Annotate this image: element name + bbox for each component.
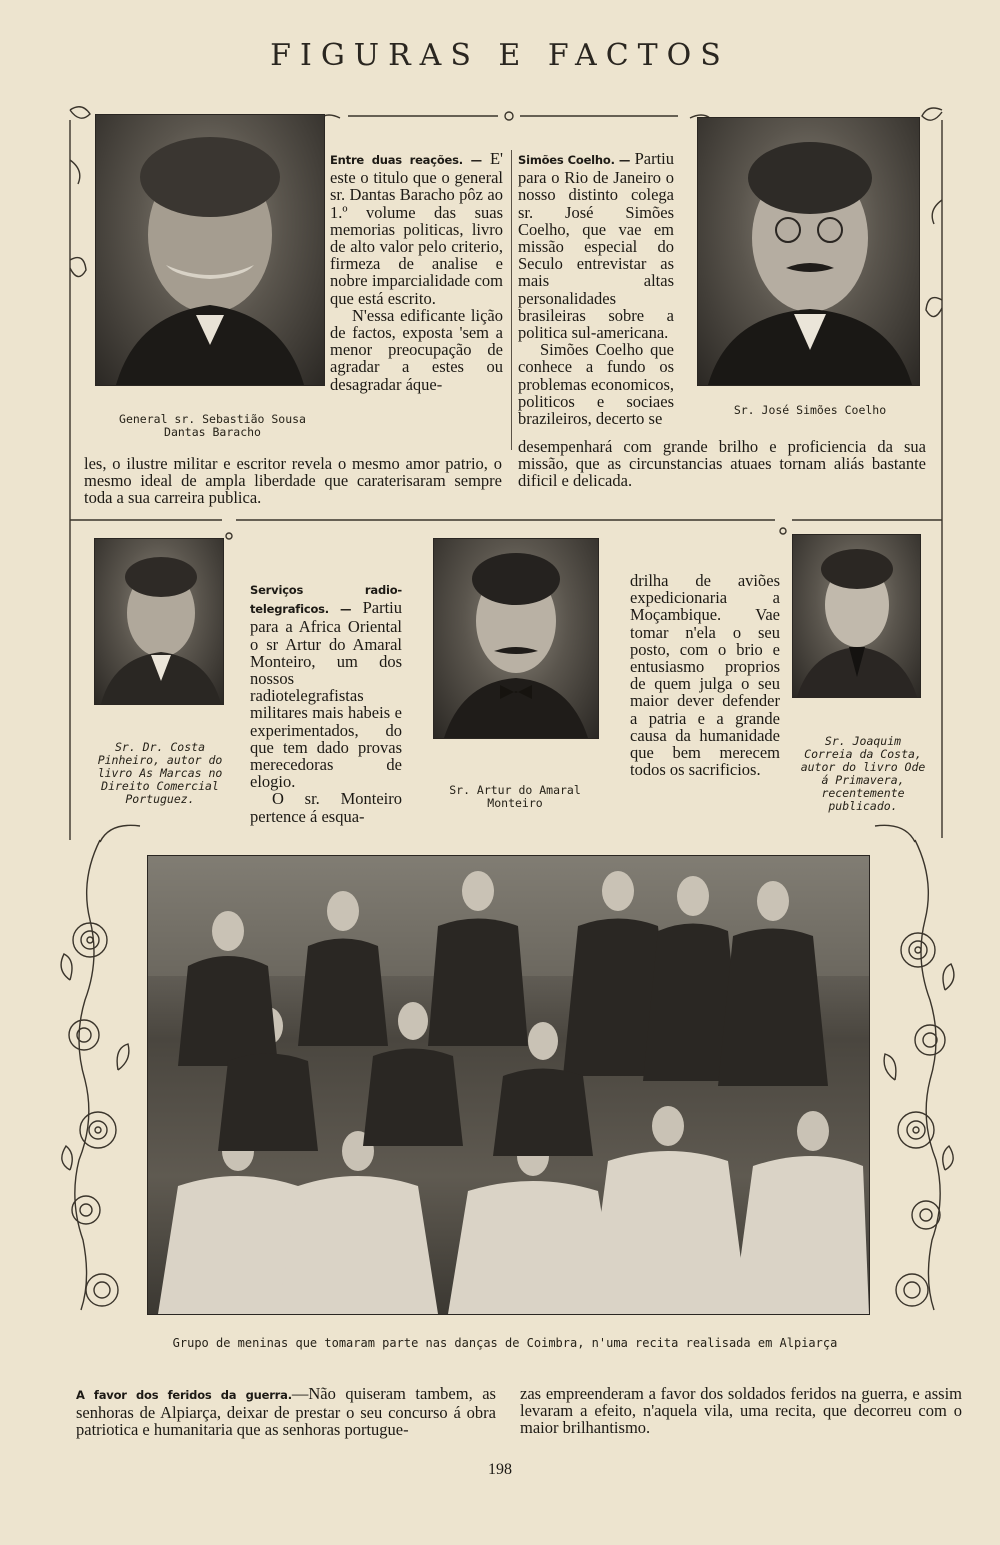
article-text: Partiu para o Rio de Janeiro o nosso distinto colega sr. José Simões Coelho, que vae em missão especial do Seculo entrevistar as mais altas personalidades brasileiras sobre a politica sul-americana. bbox=[518, 149, 674, 343]
article-continuation-left: les, o ilustre militar e escritor revela o mesmo amor patrio, o mesmo ideal de ampla liberdade que caraterisaram sempre toda a sua carreira publica. bbox=[84, 454, 502, 508]
headline-servicos-radio: Serviços radio-telegraficos. — bbox=[250, 583, 402, 617]
portrait-photo-costa-pinheiro bbox=[94, 538, 224, 705]
caption-correia-da-costa: Sr. Joaquim Correia da Costa, autor do livro Ode á Primavera, recentemente publicado. bbox=[800, 734, 926, 813]
caption-simoes-coelho: Sr. José Simões Coelho bbox=[733, 403, 887, 417]
article-column-entre-duas-reacoes bbox=[330, 150, 503, 393]
headline-simoes-coelho: Simões Coelho. — bbox=[518, 153, 631, 167]
portrait-photo-amaral-monteiro bbox=[433, 538, 599, 739]
portrait-photo-baracho bbox=[95, 114, 325, 386]
headline-a-favor-dos-feridos: A favor dos feridos da guerra. bbox=[76, 1388, 292, 1402]
page-number: 198 bbox=[488, 1461, 512, 1478]
caption-baracho: General sr. Sebastião Sousa Dantas Baracho bbox=[119, 412, 306, 439]
article-column-monteiro-continuation: drilha de aviões expedicionaria a Moçambique. Vae tomar n'ela o seu posto, com o brio e entusiasmo proprios de quem julga o seu maior dever defender a patria e a grande causa da humanidade que bem merecem todos os sacrificios. bbox=[630, 571, 780, 780]
article-footer-left bbox=[76, 1385, 496, 1439]
article-text: Partiu para a Africa Oriental o sr Artur do Amaral Monteiro, um dos nossos radiotelegrafistas militares mais habeis e experimentados, do que tem dado provas merecedoras de elogio. bbox=[250, 598, 402, 792]
caption-costa-pinheiro: Sr. Dr. Costa Pinheiro, autor do livro As Marcas no Direito Comercial Portuguez. bbox=[97, 740, 223, 806]
article-text: E' este o titulo que o general sr. Dantas Baracho pôz ao 1.º volume das suas memorias politicas, livro de alto valor pelo criterio, firmeza de analise e nobre imparcialidade com que está escrito. bbox=[330, 149, 503, 308]
article-footer-right: zas empreenderam a favor dos soldados feridos na guerra, e assim levaram a efeito, n'aquela vila, uma recita, que decorreu com o maior brilhantismo. bbox=[520, 1384, 962, 1438]
article-text: —Não quiseram tambem, as senhoras de Alpiarça, deixar de prestar o seu concurso á obra patriotica e humanitaria que as senhoras portugue- bbox=[76, 1384, 496, 1440]
article-text: O sr. Monteiro pertence á esqua- bbox=[250, 789, 402, 826]
caption-group-photo: Grupo de meninas que tomaram parte nas danças de Coimbra, n'uma recita realisada em Alpiarça bbox=[172, 1336, 838, 1350]
caption-amaral-monteiro: Sr. Artur do Amaral Monteiro bbox=[449, 783, 581, 810]
portrait-photo-simoes-coelho bbox=[697, 117, 920, 386]
article-column-simoes-coelho bbox=[518, 150, 674, 427]
article-column-servicos-radio bbox=[250, 580, 402, 825]
portrait-photo-correia-da-costa bbox=[792, 534, 921, 698]
article-continuation-right: desempenhará com grande brilho e proficiencia da sua missão, que as circunstancias atuaes tornam aliás bastante dificil e delicada. bbox=[518, 437, 926, 491]
group-photo-dancers bbox=[147, 855, 870, 1315]
column-divider bbox=[511, 150, 512, 450]
article-text: Simões Coelho que conhece a fundo os problemas economicos, politicos e sociaes brazileiros, decerto se bbox=[518, 340, 674, 429]
masthead: FIGURAS E FACTOS bbox=[270, 38, 730, 73]
headline-entre-duas-reacoes: Entre duas reações. — bbox=[330, 153, 482, 167]
article-text: N'essa edificante lição de factos, exposta 'sem a menor preocupação de agradar a estes ou desagradar áque- bbox=[330, 305, 503, 394]
